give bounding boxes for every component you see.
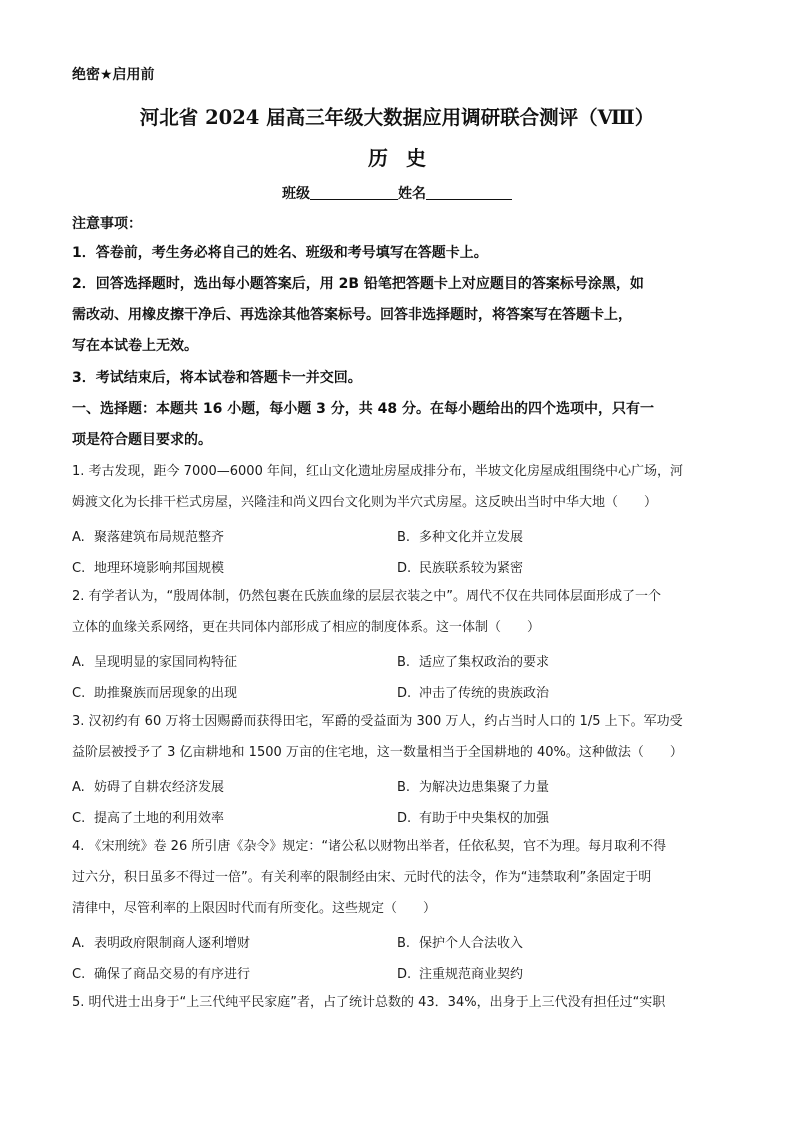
option-c — [72, 557, 224, 576]
option-d — [397, 963, 523, 982]
option-letter: A. — [72, 780, 85, 795]
option-letter: B. — [397, 530, 411, 545]
option-text: 有助于中央集权的加强 — [419, 811, 550, 826]
section-heading: 项是符合题目要求的。 — [72, 432, 212, 448]
option-letter: D. — [397, 561, 412, 576]
option-text: 聚落建筑布局规范整齐 — [94, 530, 225, 545]
option-letter: B. — [397, 655, 411, 670]
option-letter: C. — [72, 561, 86, 576]
option-letter: A. — [72, 936, 85, 951]
option-text: 地理环境影响邦国规模 — [94, 561, 225, 576]
option-letter: B. — [397, 780, 411, 795]
question-stem: 益阶层被授予了 3 亿亩耕地和 1500 万亩的住宅地，这一数量相当于全国耕地的 40%。这种做法（ ） — [72, 745, 683, 760]
option-text: 民族联系较为紧密 — [419, 561, 524, 576]
option-d — [397, 807, 549, 826]
option-text: 表明政府限制商人逐利增财 — [94, 936, 251, 951]
option-letter: D. — [397, 686, 412, 701]
option-letter: A. — [72, 530, 85, 545]
option-b — [397, 526, 523, 545]
question-stem: 2. 有学者认为，“殷周体制，仍然包裹在氏族血缘的层层衣装之中”。周代不仅在共同体层面形成了一个 — [72, 589, 662, 604]
option-a — [72, 776, 224, 795]
question-stem: 立体的血缘关系网络，更在共同体内部形成了相应的制度体系。这一体制（ ） — [72, 620, 541, 635]
option-letter: B. — [397, 936, 411, 951]
subject-title: 历史 — [368, 146, 444, 170]
note-line: 1．答卷前，考生务必将自己的姓名、班级和考号填写在答题卡上。 — [72, 245, 488, 261]
option-d — [397, 557, 523, 576]
option-text: 呈现明显的家国同构特征 — [94, 655, 238, 670]
option-text: 为解决边患集聚了力量 — [419, 780, 550, 795]
exam-title: 河北省 2024 届高三年级大数据应用调研联合测评（Ⅷ） — [139, 106, 655, 129]
option-b — [397, 776, 549, 795]
option-letter: A. — [72, 655, 85, 670]
note-line: 3．考试结束后，将本试卷和答题卡一并交回。 — [72, 370, 362, 386]
option-a — [72, 651, 237, 670]
question-stem: 1. 考古发现，距今 7000—6000 年间，红山文化遗址房屋成排分布，半坡文化房屋成组围绕中心广场，河 — [72, 464, 683, 479]
question-stem: 过六分，积日虽多不得过一倍”。有关利率的限制经由宋、元时代的法令，作为“违禁取利”条固定于明 — [72, 870, 652, 885]
option-text: 适应了集权政治的要求 — [419, 655, 550, 670]
class-label: 班级 — [282, 186, 310, 202]
question-stem: 姆渡文化为长排干栏式房屋，兴隆洼和尚义四台文化则为半穴式房屋。这反映出当时中华大地（ ） — [72, 495, 658, 510]
option-letter: C. — [72, 967, 86, 982]
option-text: 妨碍了自耕农经济发展 — [94, 780, 225, 795]
notes-title: 注意事项： — [72, 216, 142, 232]
question-stem: 5. 明代进士出身于“上三代纯平民家庭”者，占了统计总数的 43．34%，出身于上三代没有担任过“实职 — [72, 995, 666, 1010]
option-c — [72, 807, 224, 826]
option-letter: C. — [72, 686, 86, 701]
question-stem: 清律中，尽管利率的上限因时代而有所变化。这些规定（ ） — [72, 901, 437, 916]
option-a — [72, 932, 250, 951]
option-text: 保护个人合法收入 — [419, 936, 524, 951]
question-stem: 4. 《宋刑统》卷 26 所引唐《杂令》规定：“诸公私以财物出举者，任依私契，官不为理。每月取利不得 — [72, 839, 667, 854]
option-text: 注重规范商业契约 — [419, 967, 524, 982]
section-heading: 一、选择题：本题共 16 小题，每小题 3 分，共 48 分。在每小题给出的四个选项中，只有一 — [72, 401, 654, 417]
option-c — [72, 963, 250, 982]
option-c — [72, 682, 237, 701]
name-label: 姓名 — [398, 186, 426, 202]
option-text: 确保了商品交易的有序进行 — [94, 967, 251, 982]
option-text: 助推聚族而居现象的出现 — [94, 686, 238, 701]
option-b — [397, 932, 523, 951]
note-line: 需改动、用橡皮擦干净后、再选涂其他答案标号。回答非选择题时，将答案写在答题卡上， — [72, 307, 632, 323]
secret-mark: 绝密★启用前 — [72, 67, 155, 83]
student-info-fields — [0, 183, 794, 203]
option-b — [397, 651, 549, 670]
option-letter: D. — [397, 811, 412, 826]
option-text: 提高了土地的利用效率 — [94, 811, 225, 826]
question-stem: 3. 汉初约有 60 万将士因赐爵而获得田宅，军爵的受益面为 300 万人，约占当时人口的 1/5 上下。军功受 — [72, 714, 683, 729]
note-line: 写在本试卷上无效。 — [72, 338, 198, 354]
option-letter: D. — [397, 967, 412, 982]
option-d — [397, 682, 549, 701]
option-text: 多种文化并立发展 — [419, 530, 524, 545]
name-blank — [426, 185, 512, 200]
option-a — [72, 526, 224, 545]
class-blank — [310, 185, 398, 200]
option-text: 冲击了传统的贵族政治 — [419, 686, 550, 701]
option-letter: C. — [72, 811, 86, 826]
note-line: 2．回答选择题时，选出每小题答案后，用 2B 铅笔把答题卡上对应题目的答案标号涂黑，如 — [72, 276, 644, 292]
